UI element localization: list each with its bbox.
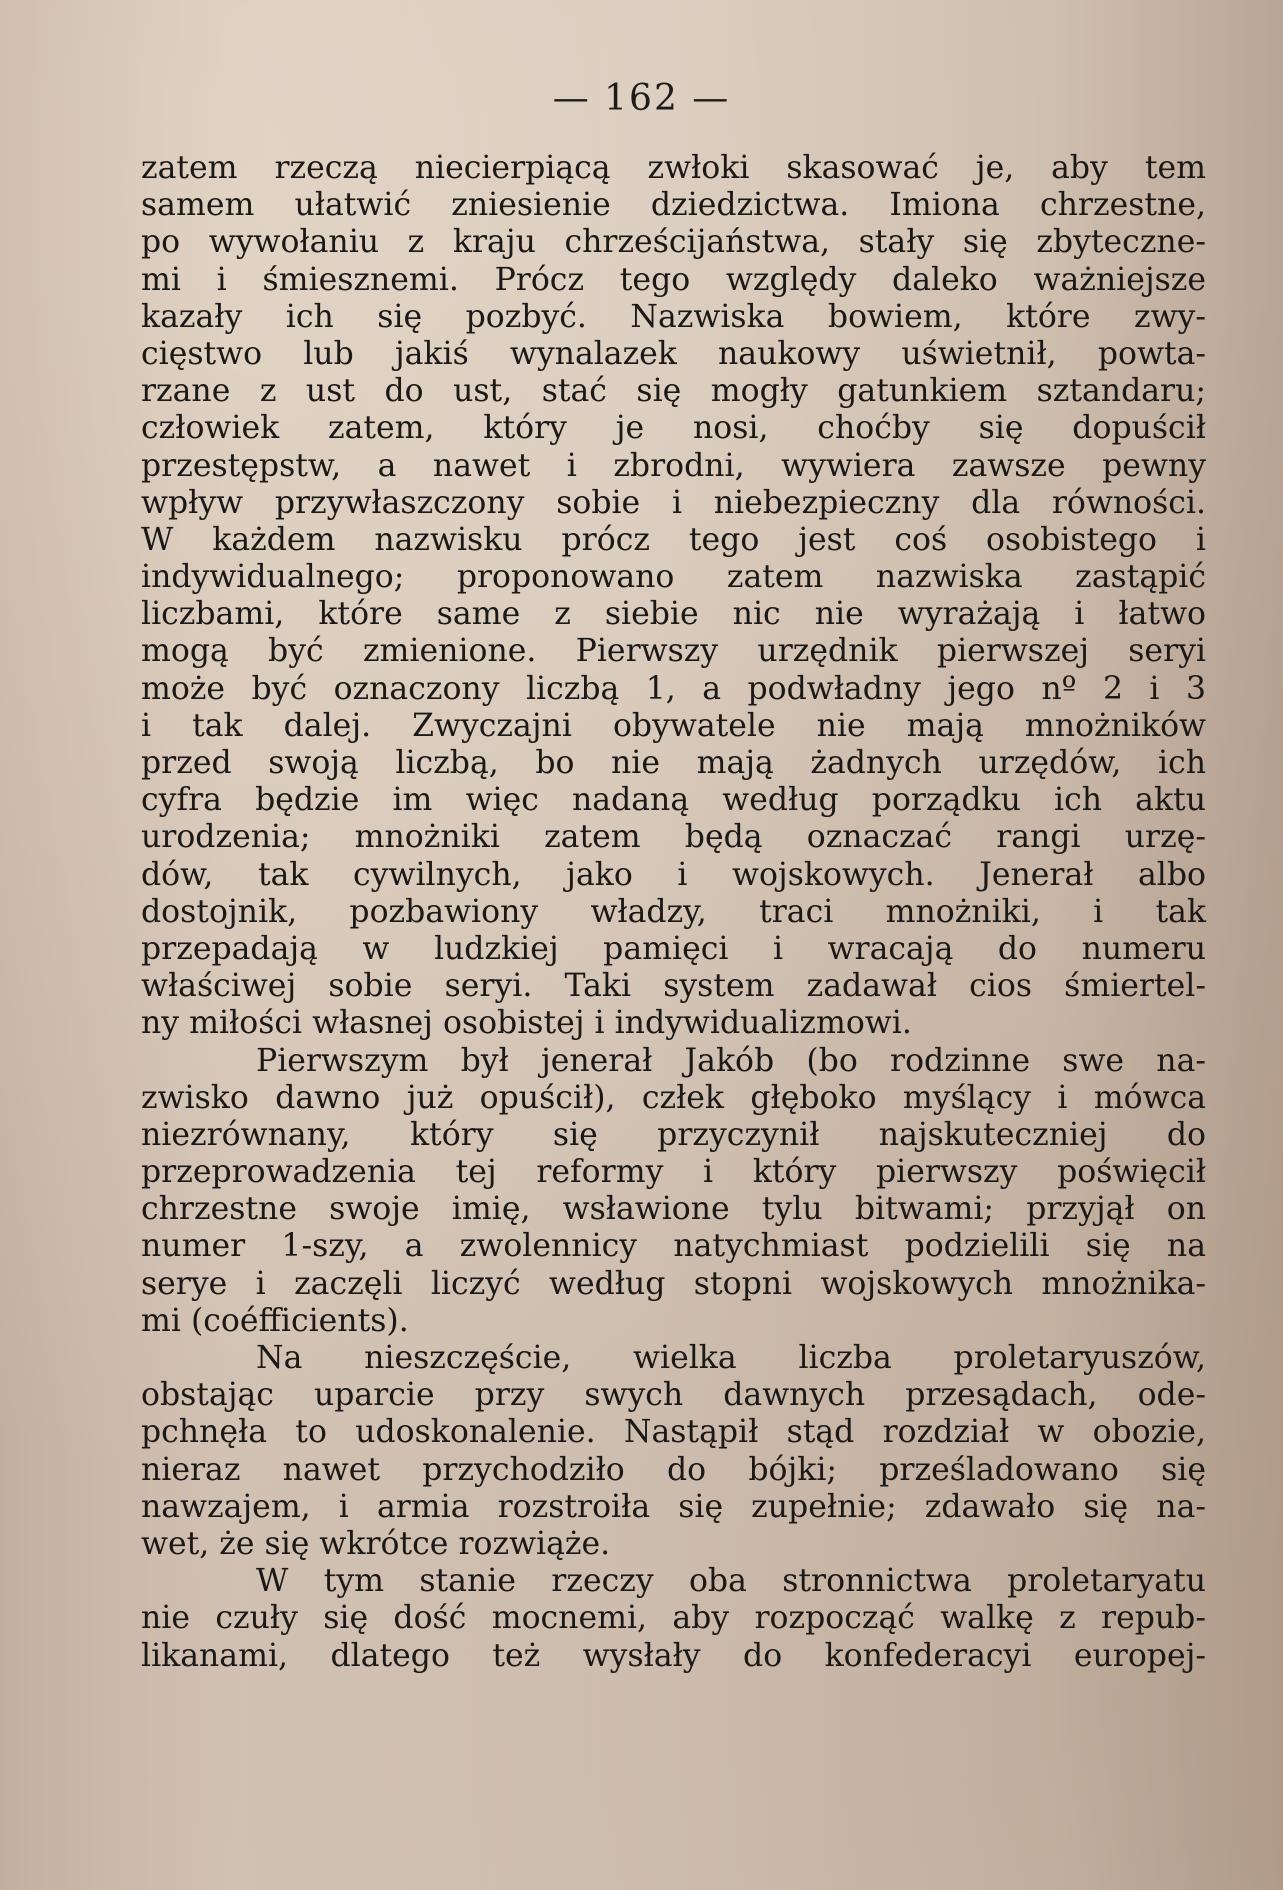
text-line: człowiek zatem, który je nosi, choćby się dopuścił [141, 410, 1206, 447]
text-line: przed swoją liczbą, bo nie mają żadnych urzędów, ich [141, 745, 1206, 781]
text-line: nie czuły się dość mocnemi, aby rozpocząć walkę z repub- [141, 1600, 1206, 1637]
text-line: ny miłości własnej osobistej i indywidualizmowi. [141, 1005, 912, 1042]
text-line: może być oznaczony liczbą 1, a podwładny jego nº 2 i 3 [141, 670, 1206, 707]
text-line: zatem rzeczą niecierpiącą zwłoki skasować je, aby tem [141, 150, 1206, 186]
text-line: cyfra będzie im więc nadaną według porządku ich aktu [141, 782, 1206, 819]
text-line: nieraz nawet przychodziło do bójki; prześladowano się [141, 1451, 1206, 1488]
text-line: zwisko dawno już opuścił), człek głęboko myślący i mówca [141, 1079, 1206, 1116]
text-line: niezrównany, który się przyczynił najskuteczniej do [141, 1116, 1206, 1153]
text-line: samem ułatwić zniesienie dziedzictwa. Imiona chrzestne, [141, 187, 1206, 224]
text-line: nawzajem, i armia rozstroiła się zupełnie; zdawało się na- [141, 1488, 1206, 1525]
text-line: właściwej sobie seryi. Taki system zadawał cios śmiertel- [141, 968, 1206, 1005]
page-number: — 162 — [552, 78, 731, 119]
text-line: Pierwszym był jenerał Jakób (bo rodzinne swe na- [256, 1042, 1206, 1079]
text-line: chrzestne swoje imię, wsławione tylu bitwami; przyjął on [141, 1191, 1206, 1228]
text-line: kazały ich się pozbyć. Nazwiska bowiem, które zwy- [141, 298, 1206, 335]
text-line: liczbami, które same z siebie nic nie wyrażają i łatwo [141, 596, 1206, 633]
text-line: Na nieszczęście, wielka liczba proletaryuszów, [256, 1340, 1206, 1376]
text-line: dów, tak cywilnych, jako i wojskowych. Jenerał albo [141, 856, 1206, 893]
text-line: rzane z ust do ust, stać się mogły gatunkiem sztandaru; [141, 373, 1206, 410]
text-line: mi i śmiesznemi. Prócz tego względy daleko ważniejsze [141, 261, 1206, 298]
text-line: W każdem nazwisku prócz tego jest coś osobistego i [141, 521, 1206, 558]
text-line: numer 1-szy, a zwolennicy natychmiast podzielili się na [141, 1228, 1206, 1265]
text-line: wpływ przywłaszczony sobie i niebezpieczny dla równości. [141, 484, 1206, 521]
text-line: przeprowadzenia tej reformy i który pierwszy poświęcił [141, 1154, 1206, 1191]
text-line: mogą być zmienione. Pierwszy urzędnik pierwszej seryi [141, 633, 1206, 670]
text-line: przepadają w ludzkiej pamięci i wracają do numeru [141, 930, 1206, 967]
text-line: pchnęła to udoskonalenie. Nastąpił stąd rozdział w obozie, [141, 1414, 1206, 1451]
text-line: po wywołaniu z kraju chrześcijaństwa, stały się zbyteczne- [141, 224, 1206, 261]
text-line: obstając uparcie przy swych dawnych przesądach, ode- [141, 1377, 1206, 1414]
text-line: likanami, dlatego też wysłały do konfederacyi europej- [141, 1637, 1206, 1674]
text-line: i tak dalej. Zwyczajni obywatele nie mają mnożników [141, 707, 1206, 744]
body-text [141, 150, 1206, 1675]
text-line: wet, że się wkrótce rozwiąże. [141, 1525, 611, 1562]
text-line: indywidualnego; proponowano zatem nazwiska zastąpić [141, 559, 1206, 596]
text-line: przestępstw, a nawet i zbrodni, wywiera zawsze pewny [141, 447, 1206, 484]
text-line: serye i zaczęli liczyć według stopni wojskowych mnożnika- [141, 1265, 1206, 1302]
text-line: W tym stanie rzeczy oba stronnictwa proletaryatu [256, 1563, 1206, 1600]
text-line: dostojnik, pozbawiony władzy, traci mnożniki, i tak [141, 893, 1206, 930]
text-line: cięstwo lub jakiś wynalazek naukowy uświetnił, powta- [141, 335, 1206, 372]
text-line: urodzenia; mnożniki zatem będą oznaczać rangi urzę- [141, 819, 1206, 856]
text-line: mi (coéfficients). [141, 1302, 409, 1339]
